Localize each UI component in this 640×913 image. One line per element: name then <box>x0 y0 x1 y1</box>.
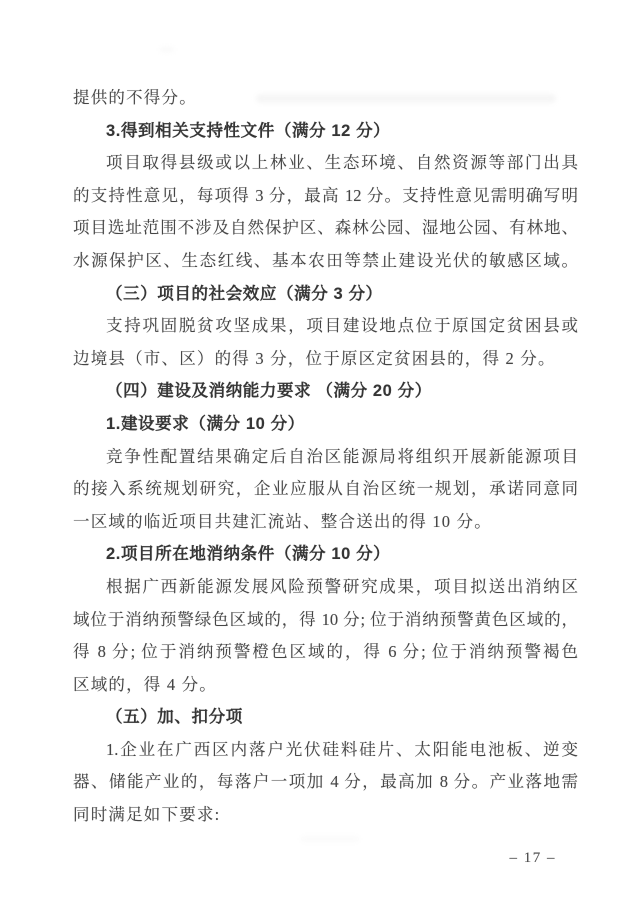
body-text-line: 水源保护区、生态红线、基本农田等禁止建设光伏的敏感区域。 <box>73 250 578 270</box>
body-text-line: 的支持性意见，每项得 3 分，最高 12 分。支持性意见需明确写明 <box>73 185 578 205</box>
body-text-line: 项目取得县级或以上林业、生态环境、自然资源等部门出具 <box>106 153 578 173</box>
body-text-line: 提供的不得分。 <box>73 88 197 107</box>
document-lines <box>73 82 578 832</box>
body-text-line: 根据广西新能源发展风险预警研究成果，项目拟送出消纳区 <box>106 576 578 596</box>
body-text-line: 项目选址范围不涉及自然保护区、森林公园、湿地公园、有林地、 <box>73 218 578 238</box>
scan-smudge <box>300 836 360 842</box>
body-text-line: 1.企业在广西区内落户光伏硅料硅片、太阳能电池板、逆变 <box>106 739 578 759</box>
section-heading: （三）项目的社会效应（满分 3 分） <box>106 284 383 303</box>
section-heading: 2.项目所在地消纳条件（满分 10 分） <box>106 545 391 564</box>
body-text-line: 同时满足如下要求: <box>73 805 221 825</box>
body-text-line: 边境县（市、区）的得 3 分，位于原区定贫困县的，得 2 分。 <box>73 348 556 368</box>
body-text-line: 的接入系统规划研究，企业应服从自治区统一规划，承诺同意同 <box>73 479 578 499</box>
body-text-line: 支持巩固脱贫攻坚成果，项目建设地点位于原国定贫困县或 <box>106 316 578 336</box>
body-text-line: 域位于消纳预警绿色区域的，得 10 分; 位于消纳预警黄色区域的， <box>73 609 578 629</box>
section-heading: 1.建设要求（满分 10 分） <box>106 414 305 433</box>
page-number: – 17 – <box>509 850 556 866</box>
section-heading: 3.得到相关支持性文件（满分 12 分） <box>106 121 391 140</box>
scan-smudge <box>160 47 174 52</box>
body-text-line: 得 8 分; 位于消纳预警橙色区域的，得 6 分; 位于消纳预警褐色 <box>73 642 578 662</box>
section-heading: （五）加、扣分项 <box>106 708 243 727</box>
section-heading: （四）建设及消纳能力要求 （满分 20 分） <box>106 382 432 401</box>
body-text-line: 区域的，得 4 分。 <box>73 674 217 694</box>
body-text-line: 竞争性配置结果确定后自治区能源局将组织开展新能源项目 <box>106 446 578 466</box>
body-text-line: 一区域的临近项目共建汇流站、整合送出的得 10 分。 <box>73 511 492 531</box>
body-text-line: 器、储能产业的，每落户一项加 4 分，最高加 8 分。产业落地需 <box>73 772 578 792</box>
